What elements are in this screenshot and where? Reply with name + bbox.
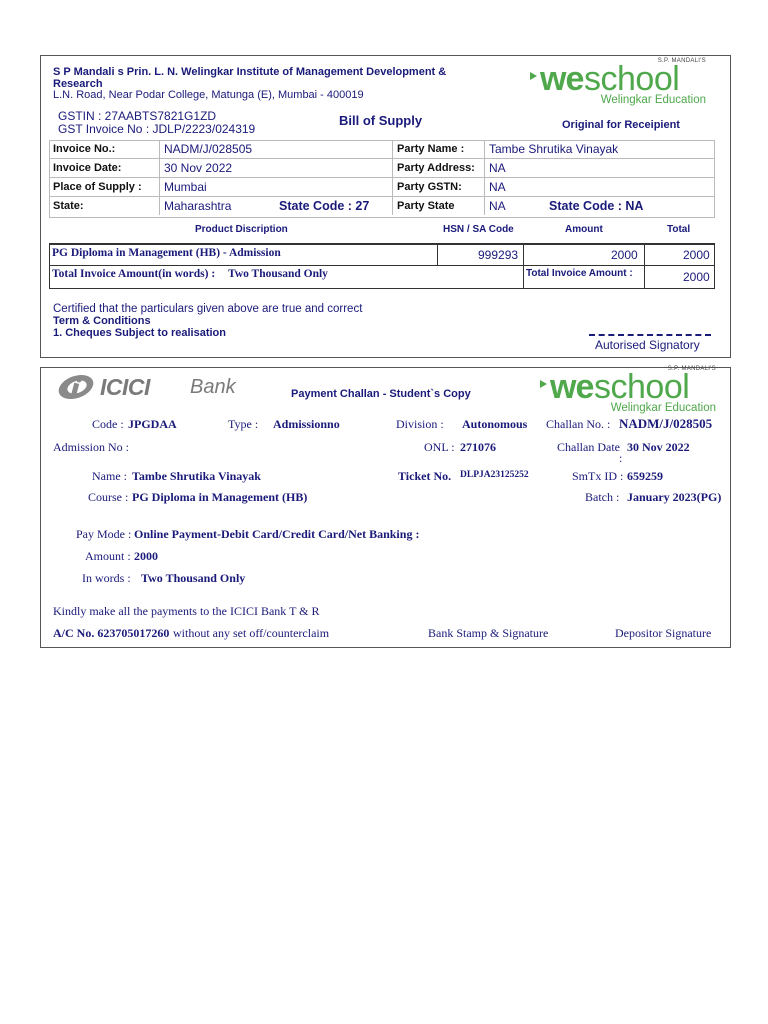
batch-label: Batch :	[585, 490, 620, 504]
paymode-value: Online Payment-Debit Card/Credit Card/Net Banking :	[134, 527, 420, 541]
info-row	[49, 159, 715, 178]
ticket-label: Ticket No.	[398, 469, 452, 483]
certified-text: Certified that the particulars given above are true and correct	[53, 303, 363, 315]
info-row	[49, 197, 715, 218]
invoice-date-label: Invoice Date:	[53, 162, 122, 174]
th-total: Total	[667, 224, 691, 235]
bank-stamp-label: Bank Stamp & Signature	[428, 626, 549, 640]
icici-logo-word2: Bank	[190, 376, 236, 398]
party-address-label: Party Address:	[392, 159, 484, 177]
place-label: Place of Supply :	[53, 181, 142, 193]
ac-suffix: without any set off/counterclaim	[173, 626, 330, 640]
product-amount: 2000	[611, 248, 638, 262]
amount-value: 2000	[134, 549, 158, 563]
ticket-value: DLPJA23125252	[460, 470, 529, 480]
amount-label: Amount :	[85, 549, 131, 563]
logo-we: we	[550, 368, 594, 406]
doc-title: Bill of Supply	[339, 113, 423, 128]
onl-label: ONL :	[424, 440, 455, 454]
total-words-label: Total Invoice Amount(in words) :	[52, 268, 216, 280]
terms-title: Term & Conditions	[53, 315, 151, 327]
logo-we: we	[540, 60, 584, 98]
logo-sub: Welingkar Education	[610, 402, 716, 414]
logo-top-text: S.P. MANDALI'S	[657, 58, 706, 64]
party-gstn-value: NA	[484, 178, 715, 196]
product-total: 2000	[683, 248, 710, 262]
gst-invoice-no: GST Invoice No : JDLP/2223/024319	[58, 122, 256, 136]
onl-value: 271076	[460, 440, 496, 454]
challan-no-value: NADM/J/028505	[619, 416, 713, 431]
logo-school: school	[594, 368, 690, 406]
logo-top-text: S.P. MANDALI'S	[667, 366, 716, 372]
kindly-text: Kindly make all the payments to the ICICI Bank T & R	[53, 604, 320, 618]
division-label: Division :	[396, 417, 444, 431]
party-state-code: State Code : NA	[549, 199, 644, 213]
weschool-logo	[540, 366, 720, 414]
type-label: Type :	[228, 417, 259, 431]
th-product: Product Discription	[195, 224, 288, 235]
product-name: PG Diploma in Management (HB) - Admission	[52, 247, 281, 259]
place-value: Mumbai	[159, 178, 392, 196]
party-address-value: NA	[484, 159, 715, 177]
product-hsn: 999293	[478, 248, 519, 262]
name-label: Name :	[92, 469, 127, 483]
party-state-label: Party State	[392, 197, 484, 215]
invoice-no-label: Invoice No.:	[53, 143, 116, 155]
invoice-no-value: NADM/J/028505	[159, 140, 392, 158]
icici-logo-icon	[56, 374, 100, 400]
icici-bank-logo	[56, 374, 256, 404]
total-amount-value: 2000	[683, 270, 710, 284]
challan-no-label: Challan No. :	[546, 417, 611, 431]
ac-number: A/C No. 623705017260	[53, 626, 170, 640]
institute-address: L.N. Road, Near Podar College, Matunga (E), Mumbai - 400019	[53, 89, 364, 101]
copy-label: Original for Receipient	[562, 119, 680, 131]
state-code: State Code : 27	[279, 199, 370, 213]
state-label: State:	[53, 200, 84, 212]
institute-name-line2: Research	[53, 78, 103, 90]
info-row	[49, 140, 715, 159]
icici-logo-word: ICICI	[100, 374, 150, 400]
admission-label: Admission No :	[53, 440, 130, 454]
th-hsn: HSN / SA Code	[443, 224, 514, 235]
total-amount-label: Total Invoice Amount :	[526, 268, 633, 279]
challan-date-colon: :	[619, 451, 623, 465]
logo-arrow-icon	[530, 72, 537, 80]
signature-line	[589, 334, 711, 336]
smtx-label: SmTx ID :	[572, 469, 624, 483]
course-label: Course :	[88, 490, 129, 504]
party-name-label: Party Name :	[392, 140, 484, 158]
state-value: Maharashtra	[159, 197, 392, 215]
smtx-value: 659259	[627, 469, 663, 483]
logo-school: school	[584, 60, 680, 98]
course-value: PG Diploma in Management (HB)	[132, 490, 308, 504]
batch-value: January 2023(PG)	[627, 490, 722, 504]
paymode-label: Pay Mode :	[76, 527, 132, 541]
name-value: Tambe Shrutika Vinayak	[132, 469, 261, 483]
institute-name: S P Mandali s Prin. L. N. Welingkar Institute of Management Development &	[53, 66, 447, 78]
challan-date-label: Challan Date	[557, 440, 620, 454]
party-state-value: NA	[484, 197, 715, 215]
challan-date-value: 30 Nov 2022	[627, 440, 690, 454]
signatory-label: Autorised Signatory	[595, 338, 700, 352]
party-gstn-label: Party GSTN:	[392, 178, 484, 196]
code-value: JPGDAA	[128, 417, 177, 431]
party-name-value: Tambe Shrutika Vinayak	[484, 140, 715, 158]
gstin: GSTIN : 27AABTS7821G1ZD	[58, 109, 217, 123]
weschool-logo	[530, 58, 710, 106]
words-label: In words :	[82, 571, 131, 585]
logo-arrow-icon	[540, 380, 547, 388]
depositor-signature-label: Depositor Signature	[615, 626, 712, 640]
total-words-value: Two Thousand Only	[228, 268, 328, 280]
division-value: Autonomous	[462, 417, 528, 431]
code-label: Code :	[92, 417, 124, 431]
th-amount: Amount	[565, 224, 603, 235]
type-value: Admissionno	[273, 417, 340, 431]
logo-sub: Welingkar Education	[600, 94, 706, 106]
invoice-date-value: 30 Nov 2022	[159, 159, 392, 177]
challan-title: Payment Challan - Student`s Copy	[291, 388, 471, 400]
info-row	[49, 178, 715, 197]
terms-item-1: 1. Cheques Subject to realisation	[53, 327, 226, 339]
words-value: Two Thousand Only	[141, 571, 246, 585]
